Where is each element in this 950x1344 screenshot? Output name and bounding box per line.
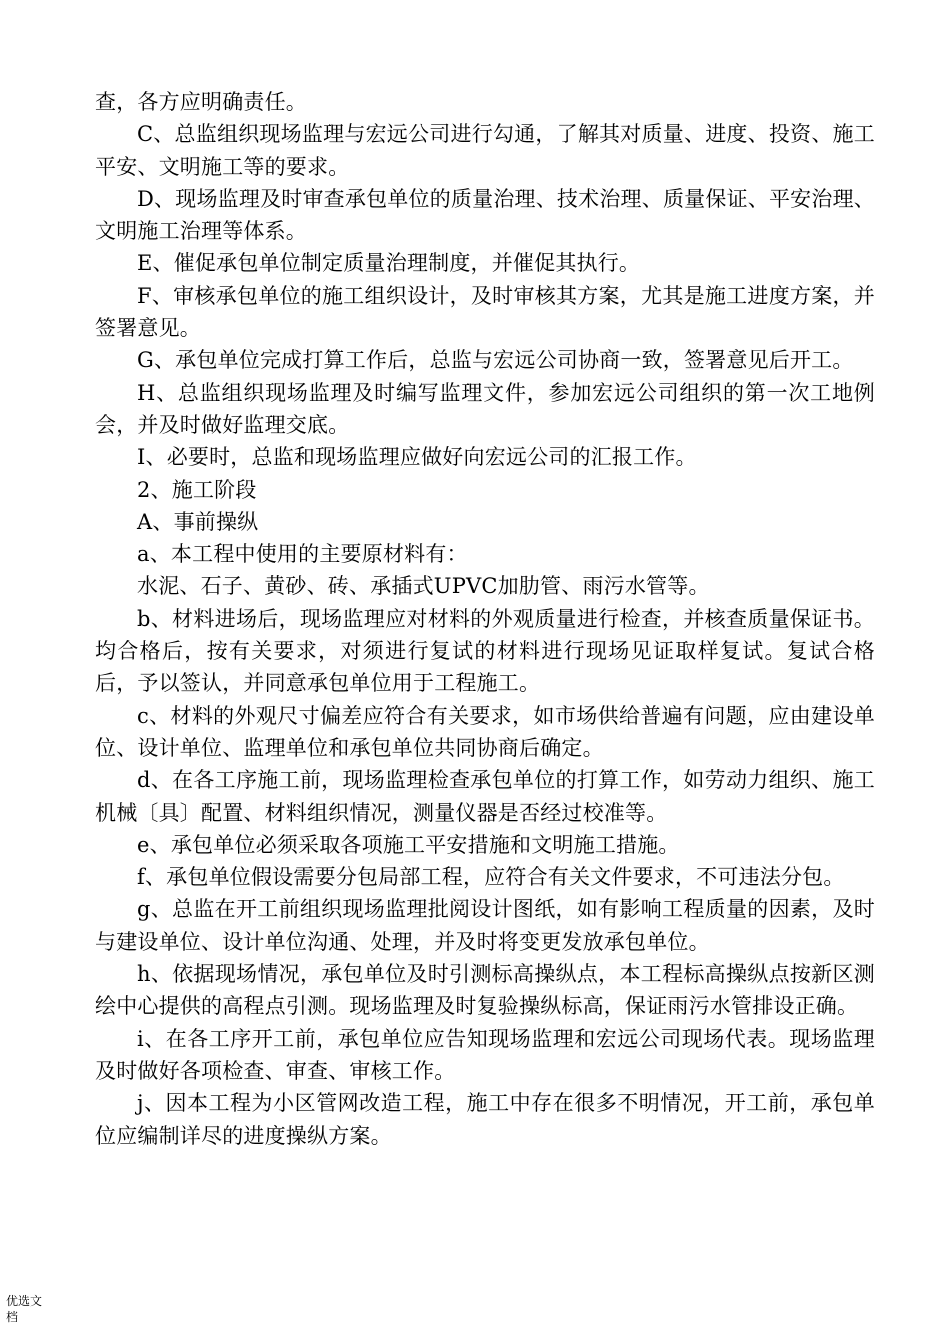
paragraph-f: F、审核承包单位的施工组织设计，及时审核其方案，尤其是施工进度方案，并签署意见。 bbox=[95, 283, 875, 341]
paragraph-0: 查，各方应明确责任。 bbox=[95, 90, 307, 114]
paragraph-e: E、催促承包单位制定质量治理制度，并催促其执行。 bbox=[137, 251, 641, 276]
paragraph-g: G、承包单位完成打算工作后，总监与宏远公司协商一致，签署意见后开工。 bbox=[137, 348, 854, 373]
footer-label: 优选文档 bbox=[6, 1294, 43, 1324]
paragraph-materials-list: 水泥、石子、黄砂、砖、承插式UPVC加肋管、雨污水管等。 bbox=[137, 574, 710, 599]
paragraph-d-lower: d、在各工序施工前，现场监理检查承包单位的打算工作，如劳动力组织、施工机械〔具〕配置、材料组织情况，测量仪器是否经过校准等。 bbox=[95, 768, 875, 825]
paragraph-i-lower: i、在各工序开工前，承包单位应告知现场监理和宏远公司现场代表。现场监理及时做好各项检查、审查、审核工作。 bbox=[95, 1026, 875, 1083]
paragraph-d: D、现场监理及时审查承包单位的质量治理、技术治理、质量保证、平安治理、文明施工治理等体系。 bbox=[95, 186, 875, 244]
paragraph-b-lower: b、材料进场后，现场监理应对材料的外观质量进行检查，并核查质量保证书。均合格后，按有关要求，对须进行复试的材料进行现场见证取样复试。复试合格后，予以签认，并同意承包单位用于工程施工。 bbox=[95, 606, 875, 696]
paragraph-i: I、必要时，总监和现场监理应做好向宏远公司的汇报工作。 bbox=[137, 445, 697, 470]
paragraph-e-lower: e、承包单位必须采取各项施工平安措施和文明施工措施。 bbox=[137, 832, 680, 857]
document-body bbox=[95, 86, 875, 1152]
paragraph-a-lower: a、本工程中使用的主要原材料有： bbox=[137, 542, 468, 567]
paragraph-c: C、总监组织现场监理与宏远公司进行勾通，了解其对质量、进度、投资、施工平安、文明施工等的要求。 bbox=[95, 122, 875, 179]
subsection-heading-pre-control: A、事前操纵 bbox=[137, 509, 259, 534]
paragraph-g-lower: g、总监在开工前组织现场监理批阅设计图纸，如有影响工程质量的因素，及时与建设单位、设计单位沟通、处理，并及时将变更发放承包单位。 bbox=[95, 897, 875, 954]
paragraph-j-lower: j、因本工程为小区管网改造工程，施工中存在很多不明情况，开工前，承包单位应编制详尽的进度操纵方案。 bbox=[95, 1091, 875, 1148]
paragraph-h-lower: h、依据现场情况，承包单位及时引测标高操纵点，本工程标高操纵点按新区测绘中心提供的高程点引测。现场监理及时复验操纵标高，保证雨污水管排设正确。 bbox=[95, 962, 875, 1019]
paragraph-h: H、总监组织现场监理及时编写监理文件，参加宏远公司组织的第一次工地例会，并及时做好监理交底。 bbox=[95, 380, 875, 437]
paragraph-c-lower: c、材料的外观尺寸偏差应符合有关要求，如市场供给普遍有问题，应由建设单位、设计单位、监理单位和承包单位共同协商后确定。 bbox=[95, 703, 875, 760]
section-heading-construction: 2、施工阶段 bbox=[137, 477, 257, 502]
paragraph-f-lower: f、承包单位假设需要分包局部工程，应符合有关文件要求，不可违法分包。 bbox=[137, 865, 845, 890]
